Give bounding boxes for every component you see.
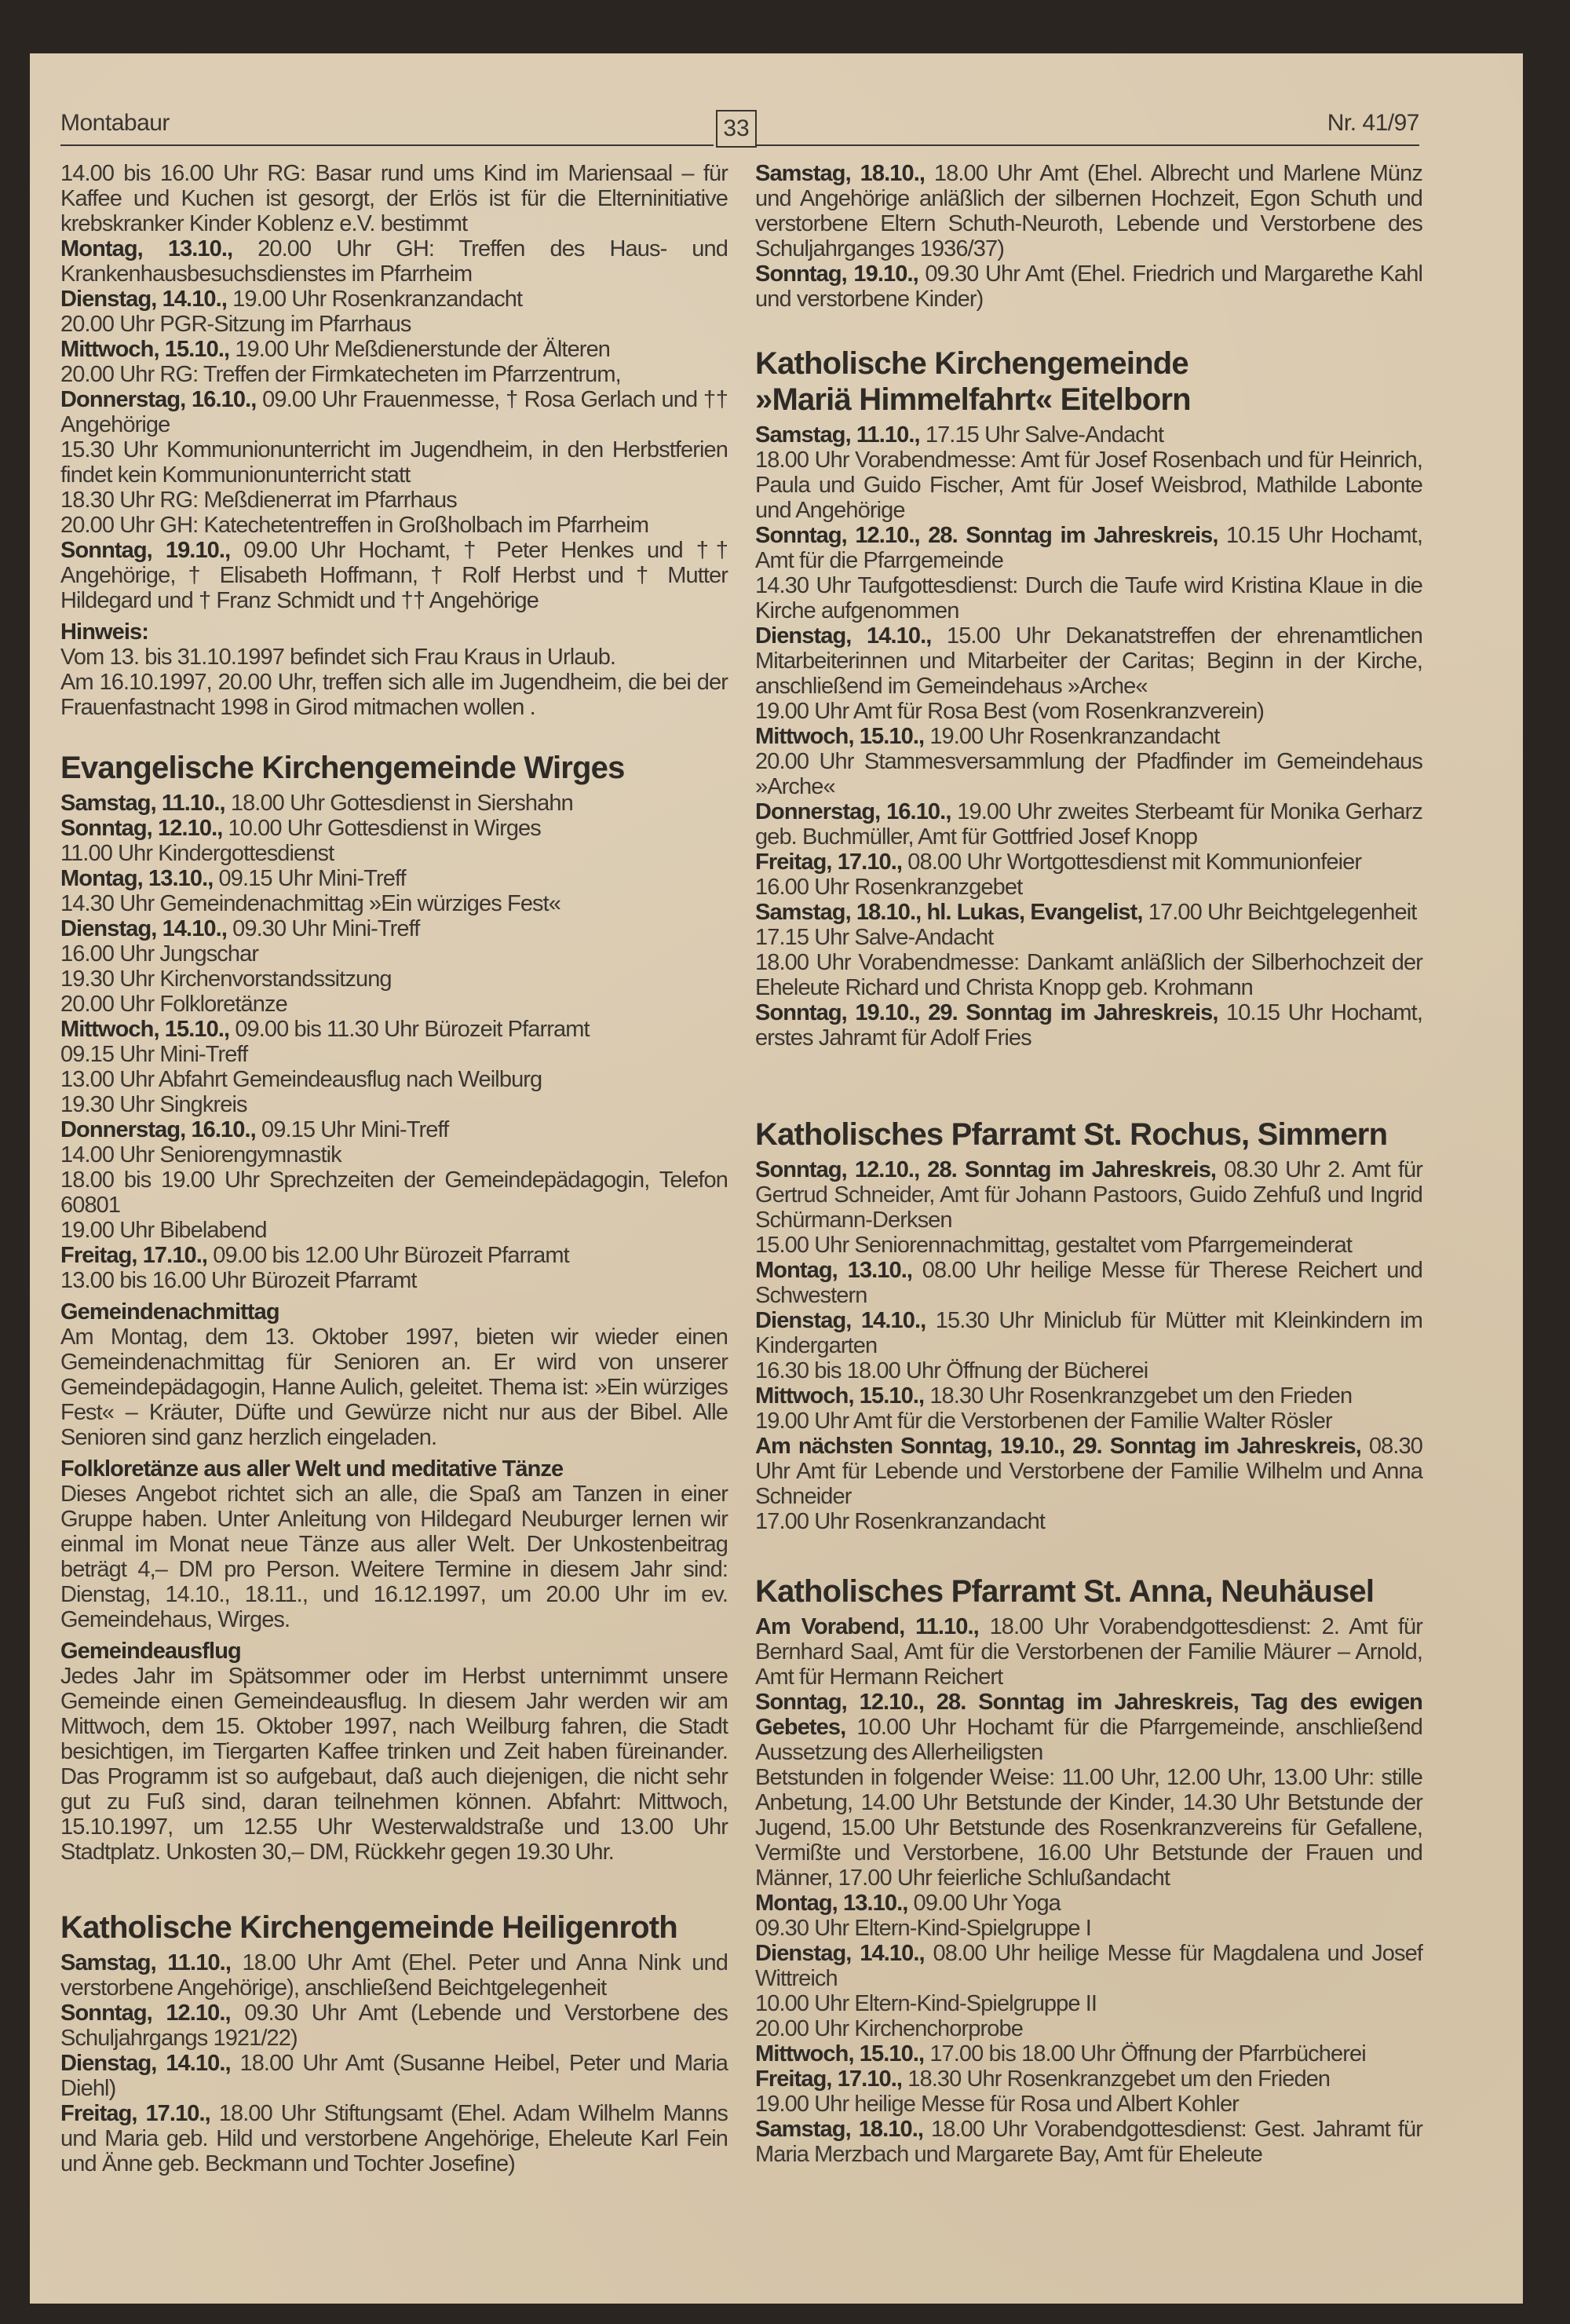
entry <box>755 523 1422 573</box>
entry-text: 18.00 Uhr Gottesdienst in Siershahn <box>225 791 573 816</box>
entry-text: 16.00 Uhr Jungschar <box>60 941 259 967</box>
entry <box>60 841 728 866</box>
entry-date: Dienstag, 14.10., <box>60 287 227 312</box>
entry-text: 09.00 Uhr Frauenmesse, † Rosa Gerlach und †† Angehörige <box>60 387 728 437</box>
entry-text: 15.30 Uhr Miniclub für Mütter mit Kleinkindern im Kindergarten <box>755 1308 1422 1358</box>
section <box>60 161 728 720</box>
subheading: Folkloretänze aus aller Welt und meditative Tänze <box>60 1456 564 1482</box>
entry-date: Sonntag, 19.10., 29. Sonntag im Jahreskreis, <box>755 1000 1218 1025</box>
entry-date: Samstag, 11.10., <box>755 422 920 448</box>
entry-date: Am nächsten Sonntag, 19.10., 29. Sonntag im Jahreskreis, <box>755 1434 1361 1459</box>
entry <box>60 1218 728 1243</box>
entry-text: 19.00 Uhr heilige Messe für Rosa und Albert Kohler <box>755 2092 1239 2117</box>
entry <box>755 799 1422 850</box>
section <box>60 1909 728 2176</box>
entry <box>755 1891 1422 1916</box>
entry <box>60 941 728 967</box>
entry <box>755 2066 1422 2092</box>
entry-text: 19.00 Uhr Amt für Rosa Best (vom Rosenkranzverein) <box>755 699 1265 724</box>
entry-date: Donnerstag, 16.10., <box>60 387 257 412</box>
entry-text: 19.30 Uhr Singkreis <box>60 1092 247 1117</box>
entry-date: Montag, 13.10., <box>60 866 214 891</box>
entry-text: 20.00 Uhr RG: Treffen der Firmkatecheten im Pfarrzentrum, <box>60 362 621 387</box>
entry <box>755 1409 1422 1434</box>
section-heading: Katholisches Pfarramt St. Anna, Neuhäusel <box>755 1574 1375 1609</box>
entry-date: Donnerstag, 16.10., <box>60 1117 256 1142</box>
entry-date: Mittwoch, 15.10., <box>60 1017 230 1042</box>
entry-text: 18.30 Uhr RG: Meßdienerrat im Pfarrhaus <box>60 488 457 513</box>
section-heading: Katholische Kirchengemeinde Heiligenroth <box>60 1910 677 1945</box>
entry <box>60 236 728 287</box>
entry-text: 08.00 Uhr Wortgottesdienst mit Kommunionfeier <box>902 850 1362 875</box>
entry-text: 09.15 Uhr Mini-Treff <box>60 1042 248 1067</box>
section-heading: Evangelische Kirchengemeinde Wirges <box>60 751 625 785</box>
entry <box>755 261 1422 312</box>
entry-text: 17.00 bis 18.00 Uhr Öffnung der Pfarrbücherei <box>924 2041 1366 2066</box>
entry <box>60 1482 728 1632</box>
entry <box>60 1142 728 1167</box>
entry-text: Betstunden in folgender Weise: 11.00 Uhr, 12.00 Uhr, 13.00 Uhr: stille Anbetung, 14.00 Uhr Betstunde der Kinder, 14.30 Uhr Betstunde der Jugend, 15.00 Uhr Betstunde des Rosenkranzvereins für Gefallene, Vermißte und Verstorbene, 16.00 Uhr Betstunde der Frauen und Männer, 17.00 Uhr feierliche Schlußandacht <box>755 1765 1422 1891</box>
entry-text: Jedes Jahr im Spätsommer oder im Herbst unternimmt unsere Gemeinde einen Gemeindeausflug. In diesem Jahr werden wir am Mittwoch, dem 15. Oktober 1997, nach Weilburg fahren, die Stadt besichtigen, im Tiergarten Kaffee trinken und Zeit haben füreinander. Das Programm ist so aufgebaut, daß auch diejenigen, die nicht sehr gut zu Fuß sind, daran teilnehmen können. Abfahrt: Mittwoch, 15.10.1997, um 12.55 Uhr Westerwaldstraße und 13.00 Uhr Stadtplatz. Unkosten 30,– DM, Rückkehr gegen 19.30 Uhr. <box>60 1664 728 1865</box>
entry-date: Montag, 13.10., <box>755 1891 908 1916</box>
section-heading: Katholisches Pfarramt St. Rochus, Simmern <box>755 1117 1388 1152</box>
entry <box>755 1941 1422 1991</box>
section <box>755 161 1422 312</box>
entry <box>60 1950 728 2001</box>
entry-text: 08.00 Uhr heilige Messe für Magdalena und Josef Wittreich <box>755 1941 1422 1991</box>
entry <box>60 312 728 337</box>
entry-text: 20.00 Uhr PGR-Sitzung im Pfarrhaus <box>60 312 411 337</box>
entry <box>755 573 1422 623</box>
entry-date: Sonntag, 12.10., <box>60 2001 231 2026</box>
entry-text: 19.00 Uhr Rosenkranzandacht <box>226 287 523 312</box>
entry-date: Montag, 13.10., <box>755 1258 913 1283</box>
entry <box>60 1092 728 1117</box>
entry <box>60 287 728 312</box>
entry-text: 20.00 Uhr GH: Katechetentreffen in Großholbach im Pfarrheim <box>60 513 649 538</box>
entry-date: Sonntag, 12.10., 28. Sonntag im Jahreskreis, <box>755 523 1218 548</box>
entry-date: Samstag, 18.10., <box>755 161 926 186</box>
entry-date: Freitag, 17.10., <box>755 850 903 875</box>
entry-text: 19.30 Uhr Kirchenvorstandssitzung <box>60 967 392 992</box>
header-rule-left <box>60 144 714 146</box>
entry-text: 17.00 Uhr Rosenkranzandacht <box>755 1509 1046 1534</box>
entry <box>755 900 1422 925</box>
entry <box>755 1000 1422 1051</box>
entry <box>60 1325 728 1450</box>
entry <box>755 724 1422 749</box>
entry <box>755 1258 1422 1308</box>
entry-text: 09.00 Uhr Yoga <box>907 1891 1061 1916</box>
header-rule-right <box>755 144 1419 146</box>
entry-date: Dienstag, 14.10., <box>60 2051 231 2076</box>
entry <box>60 362 728 387</box>
entry <box>755 1690 1422 1765</box>
entry-text: 19.00 Uhr Amt für die Verstorbenen der Familie Walter Rösler <box>755 1409 1332 1434</box>
entry <box>755 422 1422 448</box>
entry-date: Mittwoch, 15.10., <box>60 337 230 362</box>
entry-text: 18.00 bis 19.00 Uhr Sprechzeiten der Gemeindepädagogin, Telefon 60801 <box>60 1167 728 1218</box>
entry <box>755 850 1422 875</box>
entry-text: 17.15 Uhr Salve-Andacht <box>919 422 1164 448</box>
entry-date: Samstag, 11.10., <box>60 1950 231 1975</box>
entry-text: 18.30 Uhr Rosenkranzgebet um den Frieden <box>902 2066 1331 2092</box>
entry-text: 09.00 Uhr Hochamt, † Peter Henkes und †† Angehörige, † Elisabeth Hoffmann, † Rolf Herbst und † Mutter Hildegard und † Franz Schmidt und †† Angehörige <box>60 538 728 613</box>
entry <box>60 513 728 538</box>
entry-date: Sonntag, 12.10., 28. Sonntag im Jahreskreis, Tag des ewigen Gebetes, <box>755 1690 1422 1740</box>
entry <box>60 2101 728 2176</box>
entry-text: 10.15 Uhr Hochamt, erstes Jahramt für Adolf Fries <box>755 1000 1422 1051</box>
entry-text: Am 16.10.1997, 20.00 Uhr, treffen sich alle im Jugendheim, die bei der Frauenfastnacht 1998 in Girod mitmachen wollen . <box>60 670 728 720</box>
entry-date: Freitag, 17.10., <box>60 1243 208 1268</box>
entry-text: Am Montag, dem 13. Oktober 1997, bieten wir wieder einen Gemeindenachmittag für Senioren an. Er wird von unserer Gemeindepädagogin, Hanne Aulich, geleitet. Thema ist: »Ein würziges Fest« – Kräuter, Düfte und Gewürze nicht nur aus der Bibel. Alle Senioren sind ganz herzlich eingeladen. <box>60 1325 728 1450</box>
entry <box>60 538 728 613</box>
entry <box>60 866 728 891</box>
entry-text: 09.00 bis 12.00 Uhr Bürozeit Pfarramt <box>207 1243 569 1268</box>
entry <box>755 875 1422 900</box>
entry <box>60 645 728 670</box>
entry <box>755 1765 1422 1891</box>
entry <box>60 816 728 841</box>
entry-date: Dienstag, 14.10., <box>755 1308 926 1333</box>
entry-date: Am Vorabend, 11.10., <box>755 1614 979 1639</box>
entry-text: 13.00 bis 16.00 Uhr Bürozeit Pfarramt <box>60 1268 417 1293</box>
section <box>60 750 728 1865</box>
entry-text: 15.30 Uhr Kommunionunterricht im Jugendheim, in den Herbstferien findet kein Kommunionunterricht statt <box>60 437 728 488</box>
entry-text: 18.00 Uhr Stiftungsamt (Ehel. Adam Wilhelm Manns und Maria geb. Hild und verstorbene Angehörige, Eheleute Karl Fein und Änne geb. Beckmann und Tochter Josefine) <box>60 2101 728 2176</box>
entry <box>755 950 1422 1000</box>
section <box>755 345 1422 1051</box>
entry <box>755 1157 1422 1233</box>
entry <box>755 2117 1422 2167</box>
entry-text: 09.00 bis 11.30 Uhr Bürozeit Pfarramt <box>229 1017 590 1042</box>
entry-text: 16.30 bis 18.00 Uhr Öffnung der Bücherei <box>755 1358 1148 1383</box>
entry-text: 20.00 Uhr Folkloretänze <box>60 992 287 1017</box>
entry-text: 13.00 Uhr Abfahrt Gemeindeausflug nach Weilburg <box>60 1067 542 1092</box>
subheading: Gemeindenachmittag <box>60 1299 279 1325</box>
entry <box>755 1916 1422 1941</box>
entry-text: 14.30 Uhr Gemeindenachmittag »Ein würziges Fest« <box>60 891 561 916</box>
entry <box>60 1042 728 1067</box>
entry-date: Mittwoch, 15.10., <box>755 2041 925 2066</box>
entry-text: 20.00 Uhr Kirchenchorprobe <box>755 2016 1023 2041</box>
entry-date: Donnerstag, 16.10., <box>755 799 951 824</box>
entry <box>755 1308 1422 1358</box>
entry-text: 14.30 Uhr Taufgottesdienst: Durch die Taufe wird Kristina Klaue in die Kirche aufgenommen <box>755 573 1422 623</box>
entry-text: 18.00 Uhr Vorabendmesse: Dankamt anläßlich der Silberhochzeit der Eheleute Richard und Christa Knopp geb. Krohmann <box>755 950 1422 1000</box>
entry <box>60 1243 728 1268</box>
entry-text: 15.00 Uhr Dekanatstreffen der ehrenamtlichen Mitarbeiterinnen und Mitarbeiter der Caritas; Beginn in der Kirche, anschließend im Gemeindehaus »Arche« <box>755 623 1422 699</box>
entry <box>755 448 1422 523</box>
section <box>755 1573 1422 2167</box>
entry <box>60 891 728 916</box>
entry-text: 10.15 Uhr Hochamt, Amt für die Pfarrgemeinde <box>755 523 1422 573</box>
entry <box>755 1434 1422 1509</box>
entry <box>755 1358 1422 1383</box>
entry-date: Samstag, 18.10., hl. Lukas, Evangelist, <box>755 900 1143 925</box>
entry-text: 09.30 Uhr Amt (Lebende und Verstorbene des Schuljahrgangs 1921/22) <box>60 2001 728 2051</box>
entry <box>60 967 728 992</box>
issue-number: Nr. 41/97 <box>1327 110 1419 136</box>
entry-text: 19.00 Uhr Rosenkranzandacht <box>924 724 1220 749</box>
entry <box>60 1268 728 1293</box>
section-heading-line2: »Mariä Himmelfahrt« Eitelborn <box>755 382 1191 417</box>
entry-text: 20.00 Uhr GH: Treffen des Haus- und Krankenhausbesuchsdienstes im Pfarrheim <box>60 236 728 287</box>
entry-date: Sonntag, 12.10., <box>60 816 223 841</box>
entry-text: 15.00 Uhr Seniorennachmittag, gestaltet vom Pfarrgemeinderat <box>755 1233 1353 1258</box>
entry-date: Sonntag, 12.10., 28. Sonntag im Jahreskreis, <box>755 1157 1217 1182</box>
entry <box>755 1991 1422 2016</box>
subheading: Gemeindeausflug <box>60 1639 241 1664</box>
entry-date: Sonntag, 19.10., <box>60 538 231 563</box>
entry-date: Mittwoch, 15.10., <box>755 1383 925 1409</box>
entry-text: 20.00 Uhr Stammesversammlung der Pfadfinder im Gemeindehaus »Arche« <box>755 749 1422 799</box>
section <box>755 1116 1422 1534</box>
entry-text: 10.00 Uhr Eltern-Kind-Spielgruppe II <box>755 1991 1097 2016</box>
entry <box>755 1509 1422 1534</box>
entry-date: Samstag, 18.10., <box>755 2117 924 2142</box>
entry-date: Mittwoch, 15.10., <box>755 724 925 749</box>
entry-text: 14.00 Uhr Seniorengymnastik <box>60 1142 341 1167</box>
page-number: 33 <box>716 110 757 148</box>
entry-text: 11.00 Uhr Kindergottesdienst <box>60 841 334 866</box>
entry-text: Dieses Angebot richtet sich an alle, die Spaß am Tanzen in einer Gruppe haben. Unter Anleitung von Hildegard Neuburger lernen wir einmal im Monat neue Tänze aus aller Welt. Der Unkostenbeitrag beträgt 4,– DM pro Person. Weitere Termine in diesem Jahr sind: Dienstag, 14.10., 18.11., und 16.12.1997, um 20.00 Uhr im ev. Gemeindehaus, Wirges. <box>60 1482 728 1632</box>
entry <box>60 670 728 720</box>
entry-text: 09.15 Uhr Mini-Treff <box>255 1117 449 1142</box>
entry-date: Samstag, 11.10., <box>60 791 225 816</box>
entry-text: 10.00 Uhr Gottesdienst in Wirges <box>222 816 541 841</box>
entry-date: Dienstag, 14.10., <box>755 1941 925 1966</box>
entry-text: 09.30 Uhr Amt (Ehel. Friedrich und Margarethe Kahl und verstorbene Kinder) <box>755 261 1422 312</box>
entry <box>755 2041 1422 2066</box>
entry <box>60 387 728 437</box>
entry-text: 08.30 Uhr Amt für Lebende und Verstorbene der Familie Wilhelm und Anna Schneider <box>755 1434 1422 1509</box>
entry <box>60 992 728 1017</box>
entry <box>60 488 728 513</box>
entry <box>60 1167 728 1218</box>
entry-text: 09.30 Uhr Eltern-Kind-Spielgruppe I <box>755 1916 1091 1941</box>
entry-text: 19.00 Uhr Meßdienerstunde der Älteren <box>229 337 611 362</box>
entry <box>755 623 1422 699</box>
entry-text: 18.00 Uhr Amt (Susanne Heibel, Peter und Maria Diehl) <box>60 2051 728 2101</box>
entry-text: 19.00 Uhr Bibelabend <box>60 1218 267 1243</box>
entry <box>60 2051 728 2101</box>
entry-date: Sonntag, 19.10., <box>755 261 918 287</box>
entry <box>755 699 1422 724</box>
entry <box>755 749 1422 799</box>
entry <box>755 2016 1422 2041</box>
entry <box>755 925 1422 950</box>
entry <box>60 337 728 362</box>
entry <box>755 2092 1422 2117</box>
entry-text: 18.00 Uhr Vorabendgottesdienst: Gest. Jahramt für Maria Merzbach und Margarete Bay, Amt für Eheleute <box>755 2117 1422 2167</box>
entry-date: Dienstag, 14.10., <box>755 623 932 649</box>
entry <box>755 1614 1422 1690</box>
entry <box>60 1067 728 1092</box>
entry <box>60 1017 728 1042</box>
entry-text: 16.00 Uhr Rosenkranzgebet <box>755 875 1023 900</box>
entry-text: 09.30 Uhr Mini-Treff <box>226 916 420 941</box>
entry <box>60 1117 728 1142</box>
entry <box>60 791 728 816</box>
entry-text: 08.30 Uhr 2. Amt für Gertrud Schneider, Amt für Johann Pastoors, Guido Zehfuß und Ingrid Schürmann-Derksen <box>755 1157 1422 1233</box>
entry-date: Freitag, 17.10., <box>60 2101 210 2126</box>
section-heading: Katholische Kirchengemeinde <box>755 346 1188 381</box>
entry-date: Dienstag, 14.10., <box>60 916 227 941</box>
entry <box>60 1664 728 1865</box>
entry-text: 08.00 Uhr heilige Messe für Therese Reichert und Schwestern <box>755 1258 1422 1308</box>
entry-text: 18.00 Uhr Vorabendmesse: Amt für Josef Rosenbach und für Heinrich, Paula und Guido Fischer, Amt für Josef Weisbrod, Mathilde Labonte und Angehörige <box>755 448 1422 523</box>
entry-text: 18.00 Uhr Amt (Ehel. Albrecht und Marlene Münz und Angehörige anläßlich der silbernen Hochzeit, Egon Schuth und verstorbene Eltern Schuth-Neuroth, Lebende und Verstorbene des Schuljahrganges 1936/37) <box>755 161 1422 261</box>
entry-text: 19.00 Uhr zweites Sterbeamt für Monika Gerharz geb. Buchmüller, Amt für Gottfried Josef Knopp <box>755 799 1422 850</box>
entry-text: 17.00 Uhr Beichtgelegenheit <box>1142 900 1417 925</box>
entry <box>755 161 1422 261</box>
subheading: Hinweis: <box>60 619 149 645</box>
entry <box>60 916 728 941</box>
entry-text: 18.30 Uhr Rosenkranzgebet um den Frieden <box>924 1383 1353 1409</box>
entry-text: 18.00 Uhr Vorabendgottesdienst: 2. Amt für Bernhard Saal, Amt für die Verstorbenen der Familie Mäurer – Arnold, Amt für Hermann Reichert <box>755 1614 1422 1690</box>
entry <box>60 161 728 236</box>
entry <box>755 1233 1422 1258</box>
entry-text: 09.15 Uhr Mini-Treff <box>213 866 406 891</box>
entry-text: 17.15 Uhr Salve-Andacht <box>755 925 994 950</box>
entry-text: 10.00 Uhr Hochamt für die Pfarrgemeinde, anschließend Aussetzung des Allerheiligsten <box>755 1715 1422 1765</box>
header-location: Montabaur <box>60 110 170 136</box>
entry-date: Freitag, 17.10., <box>755 2066 903 2092</box>
entry-date: Montag, 13.10., <box>60 236 233 261</box>
entry <box>60 437 728 488</box>
entry <box>755 1383 1422 1409</box>
entry-text: Vom 13. bis 31.10.1997 befindet sich Frau Kraus in Urlaub. <box>60 645 616 670</box>
entry-text: 18.00 Uhr Amt (Ehel. Peter und Anna Nink und verstorbene Angehörige), anschließend Beichtgelegenheit <box>60 1950 728 2001</box>
entry-text: 14.00 bis 16.00 Uhr RG: Basar rund ums Kind im Mariensaal – für Kaffee und Kuchen ist gesorgt, der Erlös ist für die Elterninitiative krebskranker Kinder Koblenz e.V. bestimmt <box>60 161 728 236</box>
entry <box>60 2001 728 2051</box>
